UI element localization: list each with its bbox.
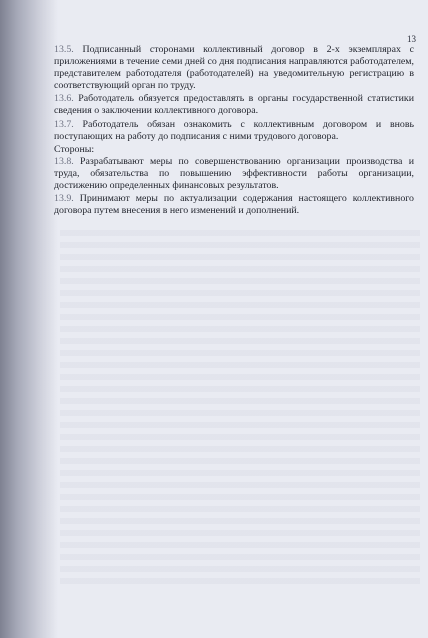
clause-number: 13.7.: [54, 118, 74, 130]
clause-13-7: [54, 119, 414, 143]
clause-text: Принимают меры по актуализации содержания настоящего коллективного договора путем внесения в него изменений и дополнений.: [54, 193, 414, 217]
clause-number: 13.6.: [54, 93, 74, 105]
clause-13-5: [54, 44, 414, 92]
clause-number: 13.9.: [54, 193, 74, 205]
page-number: 13: [407, 34, 416, 44]
clause-text: Подписанный сторонами коллективный договор в 2-х экземплярах с приложениями в течение семи дней со дня подписания направляются работодателем, представителем работодателя (работодателей) на уведомительную регистрацию в соответствующий орган по труду.: [54, 44, 414, 92]
document-body: [54, 44, 414, 218]
clause-13-9: [54, 193, 414, 217]
clause-text: Работодатель обязан ознакомить с коллективным договором и вновь поступающих на работу до подписания с ними трудового договора.: [54, 118, 414, 142]
reverse-side-bleed: [60, 230, 420, 590]
clause-text: Разрабатывают меры по совершенствованию организации производства и труда, обязательства по повышению эффективности работы организации, достижению определенных финансовых результатов.: [54, 155, 414, 192]
clause-13-6: [54, 93, 414, 117]
clause-number: 13.8.: [54, 155, 74, 167]
clause-text: Работодатель обязуется предоставлять в органы государственной статистики сведения о заключении коллективного договора.: [54, 93, 414, 117]
clause-13-8: [54, 156, 414, 192]
clause-number: 13.5.: [54, 44, 74, 55]
parties-heading: Стороны:: [54, 143, 95, 155]
binding-shadow: [0, 0, 58, 638]
